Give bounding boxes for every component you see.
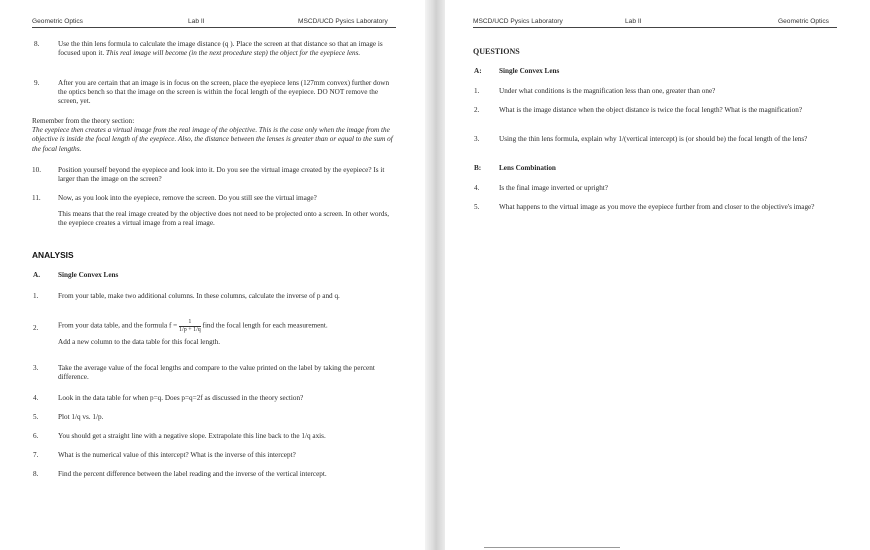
- right-page: [445, 0, 870, 550]
- procedure-item: [58, 40, 396, 58]
- question-item: Under what conditions is the magnification less than one, greater than one?: [499, 87, 716, 95]
- item-number: 3.: [33, 364, 39, 372]
- analysis-extra: Add a new column to the data table for this focal length.: [58, 338, 221, 346]
- item-number: 2.: [474, 106, 480, 114]
- theory-reminder-label: Remember from the theory section:: [32, 117, 135, 125]
- item-number: 6.: [33, 432, 39, 440]
- item-number: 2.: [33, 324, 39, 332]
- item-number: 9.: [34, 79, 40, 87]
- item-number: 4.: [474, 184, 480, 192]
- theory-reminder-text: The eyepiece then creates a virtual image from the real image of the objective. This is the case only when the image from the objective is inside the focal length of the eyepiece. Also, the distance between the lenses is greater than or equal to the sum of the focal lengths.: [32, 126, 393, 153]
- procedure-text: Use the thin lens formula to calculate the image distance (q ). Place the screen at that distance so that an image is focused upon it.: [58, 40, 383, 58]
- analysis-item: [58, 319, 396, 347]
- item-number: 4.: [33, 394, 39, 402]
- formula-denominator: 1/p + 1/q: [179, 326, 201, 333]
- item-number: 5.: [33, 413, 39, 421]
- item-number: 5.: [474, 203, 480, 211]
- formula-numerator: 1: [179, 319, 201, 327]
- analysis-heading: ANALYSIS: [32, 250, 74, 260]
- procedure-item: [58, 194, 396, 229]
- analysis-text: find the focal length for each measurement.: [202, 321, 328, 330]
- procedure-item: Position yourself beyond the eyepiece and look into it. Do you see the virtual image created by the eyepiece? Is it larger than the image on the screen?: [58, 166, 385, 184]
- section-letter: A:: [474, 67, 482, 75]
- item-number: 8.: [33, 470, 39, 478]
- header-left-lab-name: MSCD/UCD Pysics Laboratory: [298, 18, 388, 25]
- header-right-lab-name: MSCD/UCD Pysics Laboratory: [473, 18, 563, 25]
- header-right-title: Geometric Optics: [778, 18, 829, 25]
- footer-rule: [484, 547, 620, 548]
- formula-lhs: f =: [168, 321, 178, 330]
- item-number: 3.: [474, 135, 480, 143]
- item-number: 11.: [32, 194, 41, 202]
- header-right-lab: Lab II: [625, 18, 642, 25]
- focal-length-formula: [179, 319, 201, 333]
- question-item: What happens to the virtual image as you move the eyepiece further from and closer to the objective's image?: [499, 203, 815, 211]
- header-left-title: Geometric Optics: [32, 18, 83, 25]
- theory-reminder: [32, 117, 396, 154]
- header-rule: [32, 27, 396, 28]
- question-item: Is the final image inverted or upright?: [499, 184, 608, 192]
- analysis-item: Take the average value of the focal lengths and compare to the value printed on the label by taking the percent difference.: [58, 364, 375, 382]
- analysis-item: Find the percent difference between the label reading and the inverse of the vertical intercept.: [58, 470, 327, 478]
- item-number: 1.: [474, 87, 480, 95]
- section-title: Single Convex Lens: [499, 67, 560, 75]
- section-letter: A.: [33, 271, 40, 279]
- analysis-item: Look in the data table for when p=q. Does p=q=2f as discussed in the theory section?: [58, 394, 304, 402]
- analysis-item: You should get a straight line with a negative slope. Extrapolate this line back to the 1/q axis.: [58, 432, 326, 440]
- question-item: What is the image distance when the object distance is twice the focal length? What is the magnification?: [499, 106, 803, 114]
- section-title: Lens Combination: [499, 164, 556, 172]
- left-page: [0, 0, 425, 550]
- item-number: 1.: [33, 292, 39, 300]
- analysis-item: What is the numerical value of this intercept? What is the inverse of this intercept?: [58, 451, 296, 459]
- item-number: 10.: [32, 166, 41, 174]
- item-number: 8.: [34, 40, 40, 48]
- analysis-item: From your table, make two additional columns. In these columns, calculate the inverse of p and q.: [58, 292, 340, 300]
- book-gutter: [425, 0, 445, 550]
- header-rule: [473, 27, 837, 28]
- question-item: Using the thin lens formula, explain why 1/(vertical intercept) is (or should be) the focal length of the lens?: [499, 135, 808, 143]
- analysis-text: From your data table, and the formula: [58, 321, 168, 330]
- procedure-note: This real image will become (in the next procedure step) the object for the eyepiece lens.: [105, 49, 361, 58]
- analysis-item: Plot 1/q vs. 1/p.: [58, 413, 104, 421]
- questions-heading: QUESTIONS: [473, 47, 520, 56]
- header-left-lab: Lab II: [188, 18, 205, 25]
- procedure-item: After you are certain that an image is in focus on the screen, place the eyepiece lens (127mm convex) further down the optics bench so that the image on the screen is within the focal length of the eyepiece. DO NOT remove the screen, yet.: [58, 79, 390, 106]
- section-title: Single Convex Lens: [58, 271, 119, 279]
- item-number: 7.: [33, 451, 39, 459]
- procedure-extra: This means that the real image created by the objective does not need to be projected onto a screen. In other words, the eyepiece creates a virtual image from a real image.: [58, 210, 390, 228]
- section-letter: B:: [474, 164, 482, 172]
- procedure-text: Now, as you look into the eyepiece, remove the screen. Do you still see the virtual image?: [58, 194, 317, 202]
